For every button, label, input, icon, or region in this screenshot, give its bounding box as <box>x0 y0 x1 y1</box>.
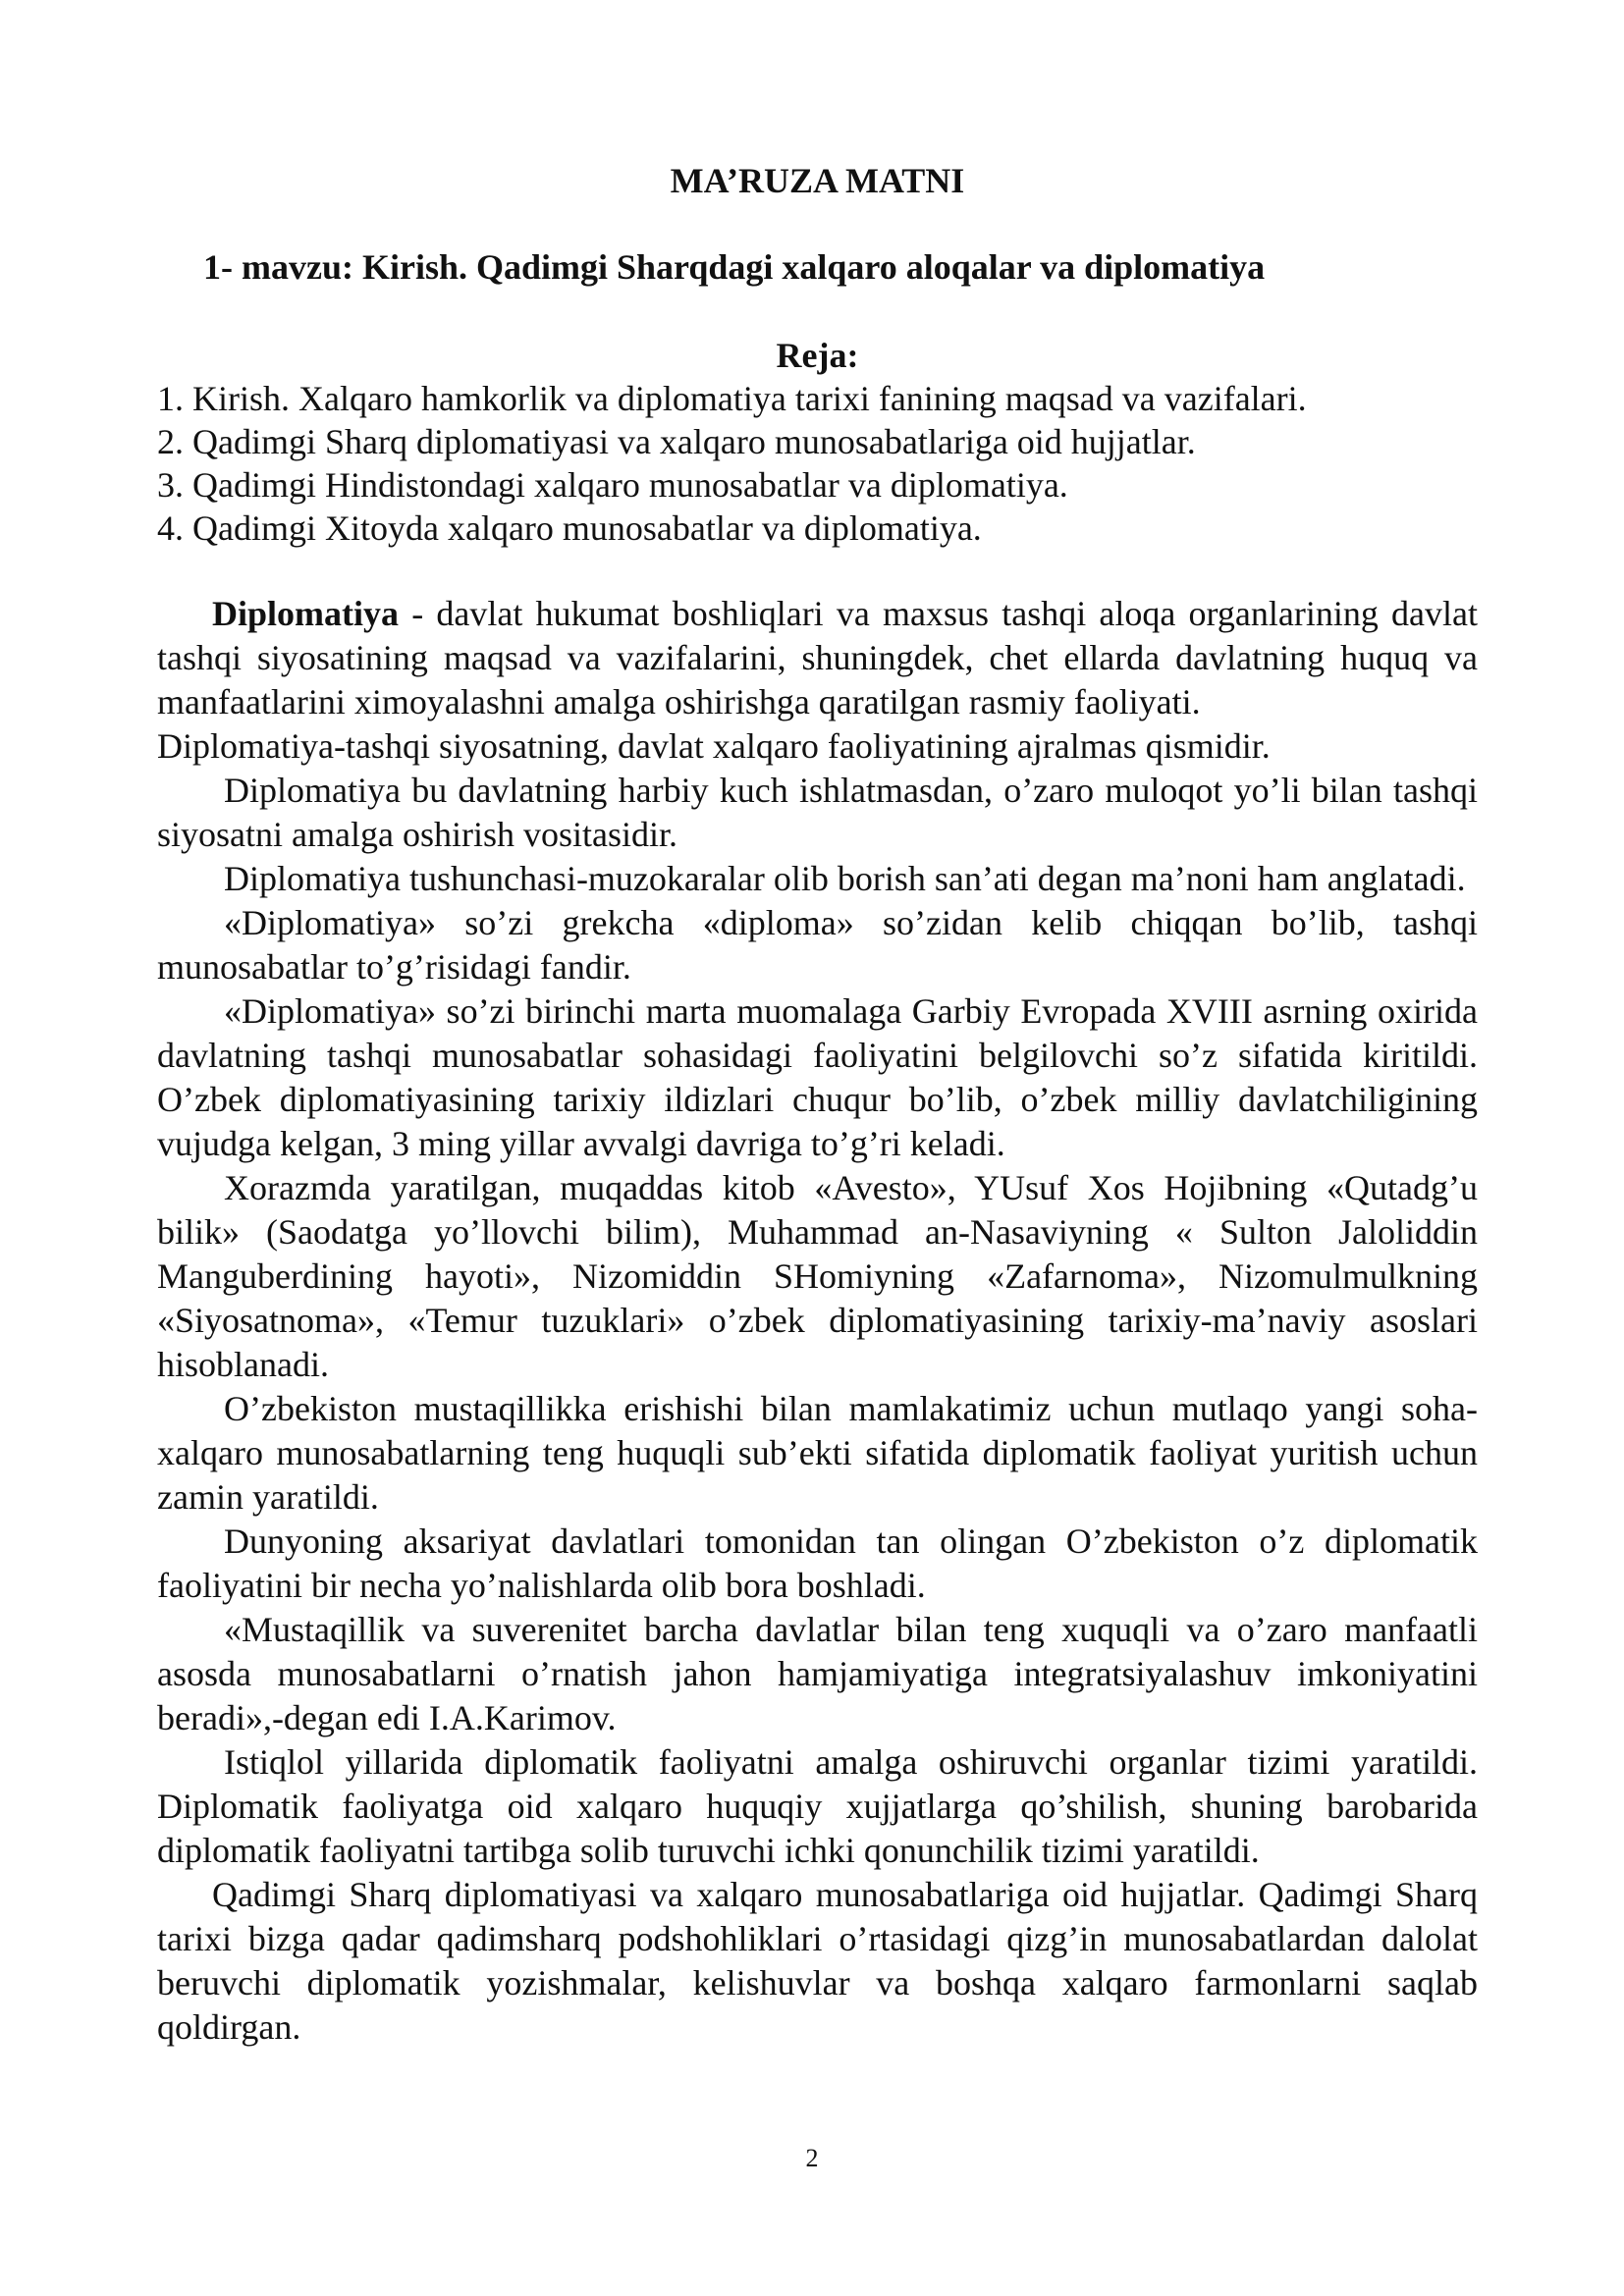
body-paragraph: Diplomatiya tushunchasi-muzokaralar olib borish san’ati degan ma’noni ham anglatadi. <box>224 859 1466 898</box>
document-page <box>157 147 1478 2050</box>
plan-item: 3. Qadimgi Hindistondagi xalqaro munosabatlar va diplomatiya. <box>157 465 1068 505</box>
plan-heading: Reja: <box>776 336 859 375</box>
body-paragraph: Qadimgi Sharq diplomatiyasi va xalqaro munosabatlariga oid hujjatlar. Qadimgi Sharq tarixi bizga qadar qadimsharq podshohliklari o’rtasidagi qizg’in munosabatlardan dalolat beruvchi diplomatik yozishmalar, kelishuvlar va boshqa xalqaro farmonlarni saqlab qoldirgan. <box>157 1875 1478 2047</box>
topic-title: 1- mavzu: Kirish. Qadimgi Sharqdagi xalqaro aloqalar va diplomatiya <box>203 247 1266 287</box>
definition-text: - davlat hukumat boshliqlari va maxsus tashqi aloqa organlarining davlat tashqi siyosatining maqsad va vazifalarini, shuningdek, chet ellarda davlatning huquq va manfaatlarini ximoyalashni amalga oshirishga qaratilgan rasmiy faoliyati. <box>157 594 1478 721</box>
definition-paragraph <box>157 592 1478 724</box>
plan-item: 4. Qadimgi Xitoyda xalqaro munosabatlar va diplomatiya. <box>157 508 982 548</box>
plan-item: 1. Kirish. Xalqaro hamkorlik va diplomatiya tarixi fanining maqsad va vazifalari. <box>157 379 1307 418</box>
plan-list <box>157 377 1478 550</box>
body-paragraph: «Mustaqillik va suverenitet barcha davlatlar bilan teng xuquqli va o’zaro manfaatli asosda munosabatlarni o’rnatish jahon hamjamiyatiga integratsiyalashuv imkoniyatini beradi»,-degan edi I.A.Karimov. <box>157 1610 1478 1737</box>
body-paragraph: «Diplomatiya» so’zi birinchi marta muomalaga Garbiy Evropada XVIII asrning oxirida davlatning tashqi munosabatlar sohasidagi faoliyatini belgilovchi so’z sifatida kiritildi. O’zbek diplomatiyasining tarixiy ildizlari chuqur bo’lib, o’zbek milliy davlatchiligining vujudga kelgan, 3 ming yillar avvalgi davriga to’g’ri keladi. <box>157 991 1478 1163</box>
plan-section <box>157 334 1478 550</box>
body-paragraph: O’zbekiston mustaqillikka erishishi bilan mamlakatimiz uchun mutlaqo yangi soha-xalqaro munosabatlarning teng huquqli sub’ekti sifatida diplomatik faoliyat yuritish uchun zamin yaratildi. <box>157 1389 1478 1517</box>
body-paragraph: Xorazmda yaratilgan, muqaddas kitob «Avesto», YUsuf Xos Hojibning «Qutadg’u bilik» (Saodatga yo’llovchi bilim), Muhammad an-Nasaviyning « Sulton Jaloliddin Manguberdining hayoti», Nizomiddin SHomiyning «Zafarnoma», Nizomulmulkning «Siyosatnoma», «Temur tuzuklari» o’zbek diplomatiyasining tarixiy-ma’naviy asoslari hisoblanadi. <box>157 1168 1478 1384</box>
lecture-body <box>157 592 1478 2050</box>
definition-term: Diplomatiya <box>212 594 400 633</box>
body-paragraph: Istiqlol yillarida diplomatik faoliyatni amalga oshiruvchi organlar tizimi yaratildi. Diplomatik faoliyatga oid xalqaro huquqiy xujjatlarga qo’shilish, shuning barobarida diplomatik faoliyatni tartibga solib turuvchi ichki qonunchilik tizimi yaratildi. <box>157 1742 1478 1870</box>
body-paragraph: Diplomatiya bu davlatning harbiy kuch ishlatmasdan, o’zaro muloqot yo’li bilan tashqi siyosatni amalga oshirish vositasidir. <box>157 771 1478 854</box>
plan-item: 2. Qadimgi Sharq diplomatiyasi va xalqaro munosabatlariga oid hujjatlar. <box>157 422 1196 461</box>
body-paragraph: Dunyoning aksariyat davlatlari tomonidan tan olingan O’zbekiston o’z diplomatik faoliyatini bir necha yo’nalishlarda olib bora boshladi. <box>157 1522 1478 1605</box>
page-number: 2 <box>805 2144 819 2172</box>
body-paragraph: «Diplomatiya» so’zi grekcha «diploma» so’zidan kelib chiqqan bo’lib, tashqi munosabatlar to’g’risidagi fandir. <box>157 903 1478 987</box>
body-paragraph: Diplomatiya-tashqi siyosatning, davlat xalqaro faoliyatining ajralmas qismidir. <box>157 726 1271 766</box>
document-title: MA’RUZA MATNI <box>670 161 965 200</box>
